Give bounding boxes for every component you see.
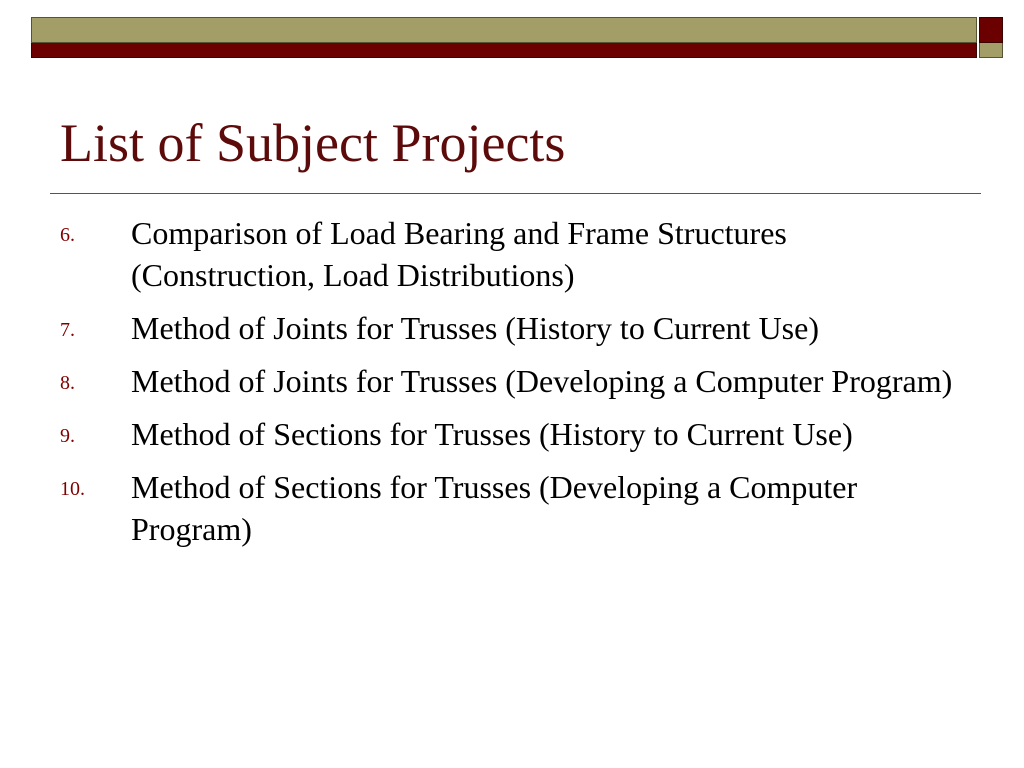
list-item	[60, 307, 960, 349]
project-list	[60, 212, 960, 561]
list-item-text: Comparison of Load Bearing and Frame Structures (Construction, Load Distributions)	[131, 215, 787, 293]
list-item-number: 6.	[60, 224, 75, 246]
header-band-maroon	[31, 43, 977, 58]
header-band-olive	[31, 17, 977, 43]
list-item-number: 9.	[60, 425, 75, 447]
list-item	[60, 360, 960, 402]
list-item-number: 8.	[60, 372, 75, 394]
list-item	[60, 466, 960, 550]
slide-title: List of Subject Projects	[60, 113, 566, 173]
corner-square-olive	[979, 43, 1003, 58]
list-item-text: Method of Joints for Trusses (History to Current Use)	[131, 310, 819, 346]
list-item-number: 10.	[60, 478, 85, 500]
list-item-text: Method of Sections for Trusses (History to Current Use)	[131, 416, 853, 452]
list-item-number: 7.	[60, 319, 75, 341]
title-divider	[50, 193, 981, 194]
corner-square-maroon	[979, 17, 1003, 43]
list-item	[60, 212, 960, 296]
list-item	[60, 413, 960, 455]
list-item-text: Method of Sections for Trusses (Developing a Computer Program)	[131, 469, 858, 547]
list-item-text: Method of Joints for Trusses (Developing a Computer Program)	[131, 363, 953, 399]
